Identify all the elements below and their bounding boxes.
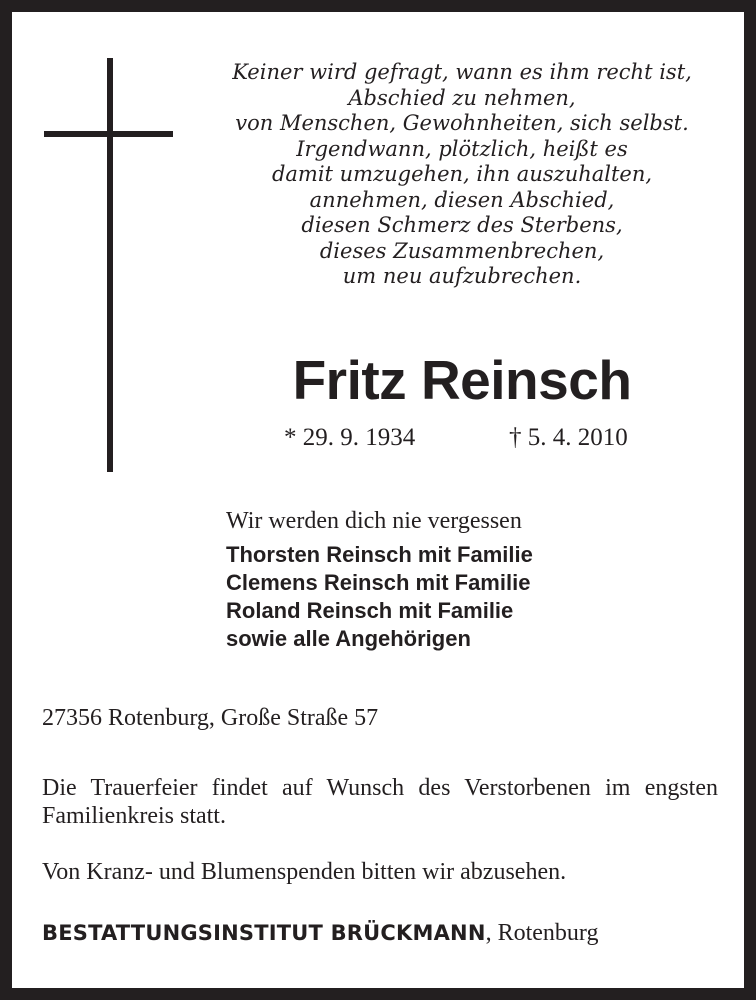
poem-line: Abschied zu nehmen, <box>348 85 576 110</box>
poem-line: damit umzugehen, ihn auszuhalten, <box>271 162 653 186</box>
mourner: sowie alle Angehörigen <box>226 626 471 651</box>
poem <box>212 60 712 290</box>
ceremony-note: Die Trauerfeier findet auf Wunsch des Verstorbenen im engsten Familienkreis statt. <box>42 775 718 829</box>
poem-line: dieses Zusammenbrechen, <box>319 238 605 263</box>
poem-line: annehmen, diesen Abschied, <box>309 187 615 212</box>
obituary-notice <box>12 12 744 988</box>
flowers-note: Von Kranz- und Blumenspenden bitten wir abzusehen. <box>42 859 567 885</box>
poem-line: von Menschen, Gewohnheiten, sich selbst. <box>235 111 689 135</box>
mourner: Thorsten Reinsch mit Familie <box>226 542 533 567</box>
mourner: Roland Reinsch mit Familie <box>226 598 514 623</box>
funeral-home-city: , Rotenburg <box>485 920 599 946</box>
deceased-name: Fritz Reinsch <box>292 349 632 411</box>
address: 27356 Rotenburg, Große Straße 57 <box>42 705 379 731</box>
cross-vertical-bar <box>107 58 113 472</box>
birth-date: * 29. 9. 1934 <box>284 424 416 451</box>
poem-line: Keiner wird gefragt, wann es ihm recht ist, <box>232 60 692 84</box>
poem-line: um neu aufzubrechen. <box>342 264 582 288</box>
poem-line: Irgendwann, plötzlich, heißt es <box>296 136 628 161</box>
funeral-home-name: BESTATTUNGSINSTITUT BRÜCKMANN <box>42 921 486 945</box>
cross-horizontal-bar <box>44 131 173 137</box>
death-date: † 5. 4. 2010 <box>509 424 628 451</box>
mourners-list <box>226 541 533 653</box>
poem-line: diesen Schmerz des Sterbens, <box>301 213 623 237</box>
remembrance-line: Wir werden dich nie vergessen <box>226 508 522 534</box>
mourner: Clemens Reinsch mit Familie <box>226 570 531 595</box>
funeral-home <box>42 920 598 947</box>
